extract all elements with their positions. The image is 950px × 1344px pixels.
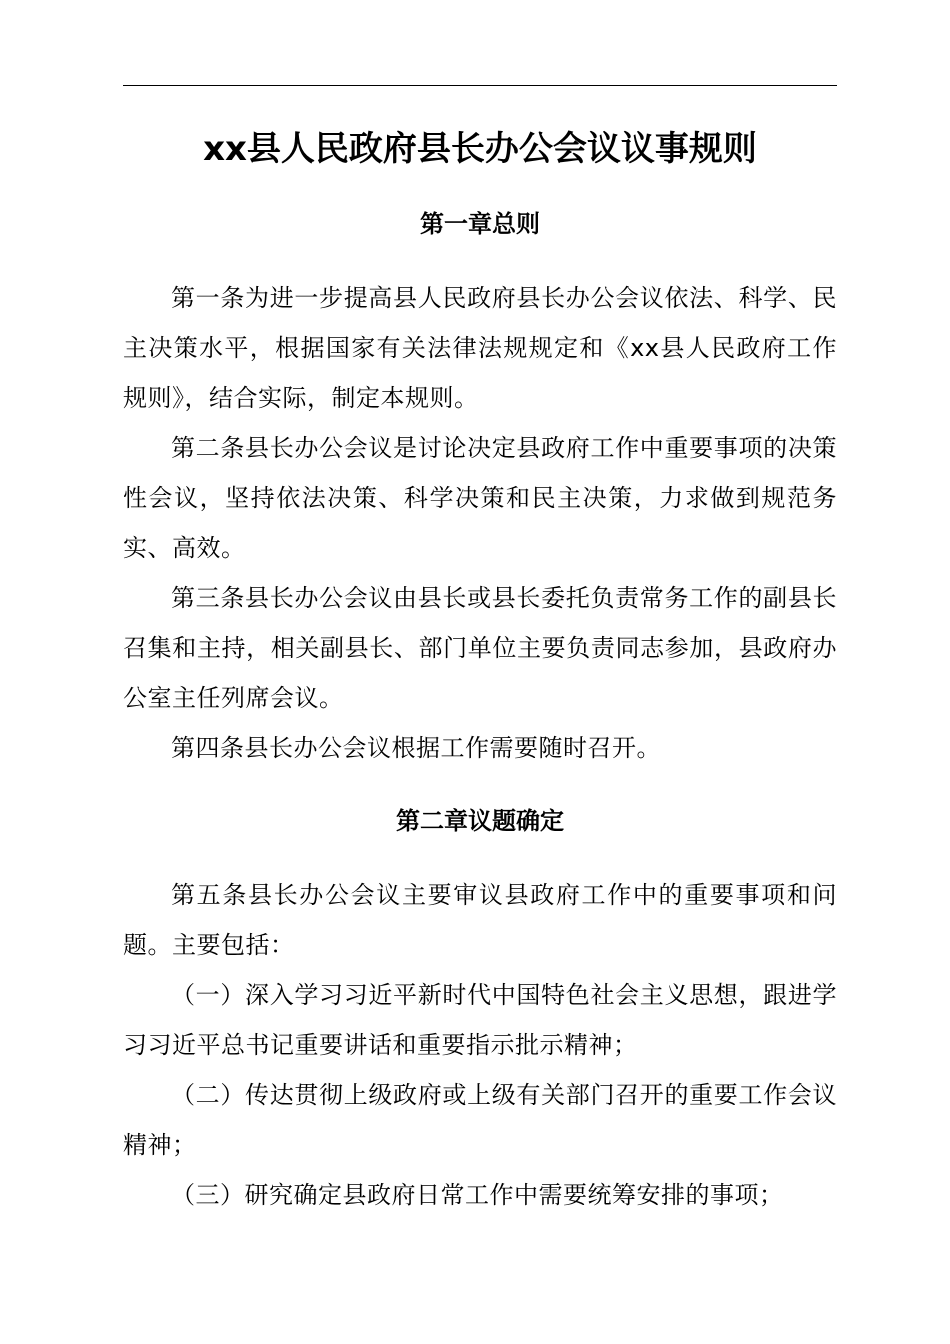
chapter-heading-topics: 第二章议题确定 — [396, 807, 564, 835]
article-4: 第四条县长办公会议根据工作需要随时召开。 — [171, 734, 661, 762]
article-5-item-1: （一）深入学习习近平新时代中国特色社会主义思想，跟进学习习近平总书记重要讲话和重要指示批示精神； — [123, 981, 837, 1059]
header-rule — [123, 85, 837, 86]
chapter-heading-general: 第一章总则 — [420, 210, 540, 238]
article-5: 第五条县长办公会议主要审议县政府工作中的重要事项和问题。主要包括： — [123, 881, 837, 959]
article-5-item-3: （三）研究确定县政府日常工作中需要统筹安排的事项； — [171, 1181, 784, 1209]
article-2: 第二条县长办公会议是讨论决定县政府工作中重要事项的决策性会议，坚持依法决策、科学决策和民主决策，力求做到规范务实、高效。 — [123, 434, 837, 562]
article-5-item-2: （二）传达贯彻上级政府或上级有关部门召开的重要工作会议精神； — [123, 1081, 837, 1159]
document-title: xx县人民政府县长办公会议议事规则 — [203, 129, 757, 169]
article-3: 第三条县长办公会议由县长或县长委托负责常务工作的副县长召集和主持，相关副县长、部门单位主要负责同志参加，县政府办公室主任列席会议。 — [123, 584, 837, 712]
article-1: 第一条为进一步提高县人民政府县长办公会议依法、科学、民主决策水平，根据国家有关法律法规规定和《xx县人民政府工作规则》，结合实际，制定本规则。 — [123, 284, 837, 412]
